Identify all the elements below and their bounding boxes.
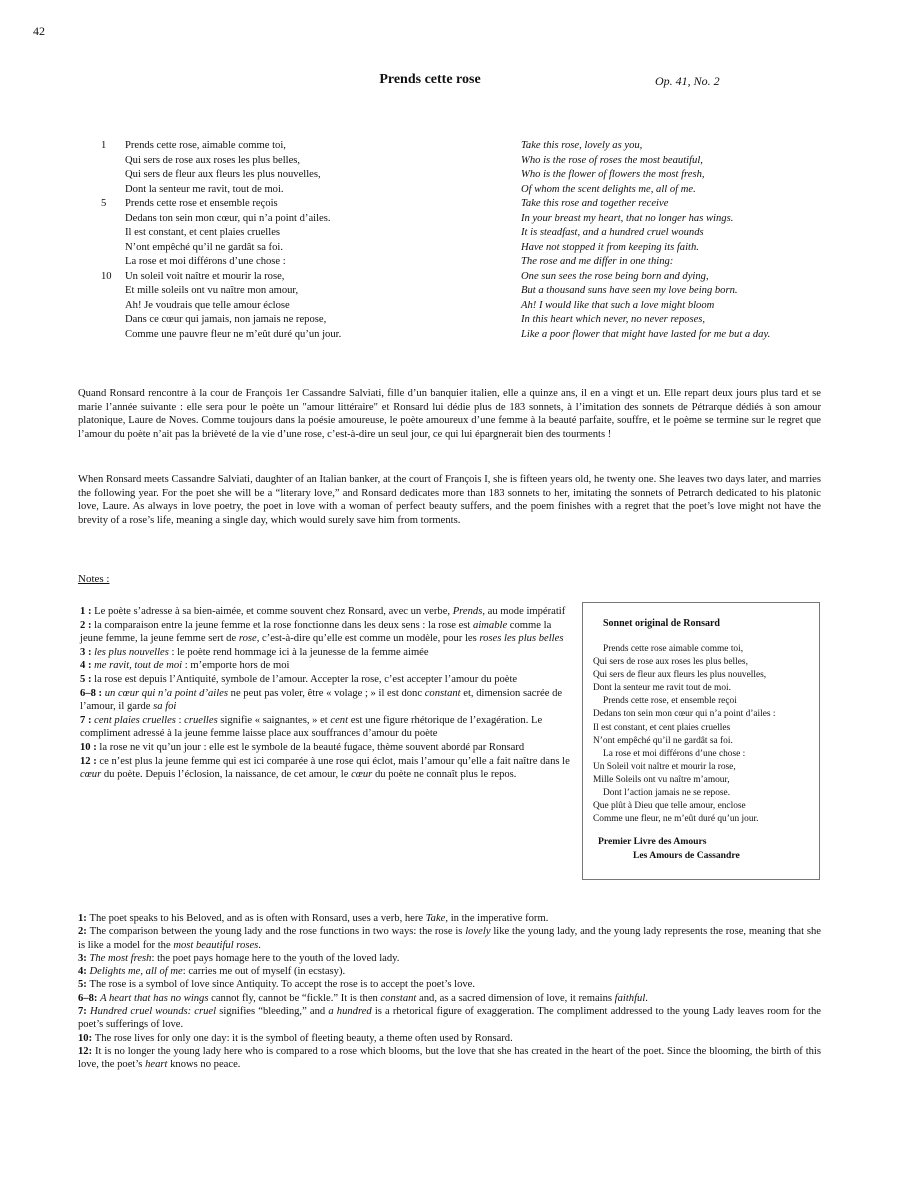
note-item — [78, 965, 821, 978]
note-item — [78, 1045, 821, 1072]
line-text: Il est constant, et cent plaies cruelles — [125, 227, 281, 238]
note-label: 1: — [78, 913, 90, 924]
sonnet-line: Prends cette rose aimable comme toi, — [603, 644, 744, 654]
notes-english — [78, 912, 821, 1072]
note-text: les plus nouvelles : le poète rend hommage ici à la jeunesse de la femme aimée — [94, 646, 429, 658]
translation-line: Have not stopped it from keeping its faith. — [521, 241, 699, 253]
note-label: 3 : — [80, 646, 95, 658]
translation-line: One sun sees the rose being born and dying, — [521, 270, 709, 282]
note-label: 7 : — [80, 714, 95, 726]
note-label: 1 : — [80, 606, 95, 617]
line-text: Un soleil voit naître et mourir la rose, — [125, 270, 285, 282]
original-sonnet — [593, 643, 818, 826]
notes-french — [80, 605, 574, 782]
line-number — [101, 226, 125, 241]
poem-line — [101, 226, 501, 241]
note-text: Delights me, all of me: carries me out of myself (in ecstasy). — [89, 966, 346, 978]
line-number: 1 — [101, 140, 107, 151]
note-label: 10 : — [80, 741, 100, 753]
line-text: Qui sers de rose aux roses les plus belles, — [125, 154, 301, 166]
note-item — [78, 952, 821, 965]
note-text: Le poète s’adresse à sa bien-aimée, et comme souvent chez Ronsard, avec un verbe, Prends, au mode impératif — [94, 606, 566, 617]
line-text: Et mille soleils ont vu naître mon amour, — [125, 285, 299, 296]
note-label: 2: — [78, 926, 90, 938]
poem-line — [101, 328, 501, 343]
sonnet-box-heading: Sonnet original de Ronsard — [603, 618, 720, 629]
line-number: 5 — [101, 198, 107, 209]
note-label: 5 : — [80, 673, 95, 685]
note-text: la rose ne vit qu’un jour : elle est le symbole de la beauté fugace, thème souvent abordé par Ronsard — [99, 741, 525, 753]
sonnet-line: Qui sers de fleur aux fleurs les plus nouvelles, — [593, 670, 767, 681]
sonnet-line: Comme une fleur, ne m’eût duré qu’un jour. — [593, 814, 759, 825]
note-label: 6–8: — [78, 992, 101, 1004]
sonnet-line: Il est constant, et cent plaies cruelles — [593, 722, 731, 733]
sonnet-line: Un Soleil voit naître et mourir la rose, — [593, 761, 736, 772]
poem-line — [101, 241, 501, 256]
note-item — [78, 978, 821, 991]
line-number — [101, 168, 125, 183]
note-text: un cœur qui n’a point d’ailes ne peut pas voler, être « volage ; » il est donc constant et, dimension sacrée de l’amour, il garde sa foi — [80, 687, 563, 713]
note-label: 12: — [78, 1045, 95, 1057]
sonnet-line: Dont l’action jamais ne se repose. — [603, 788, 731, 799]
note-text: The comparison between the young lady and the rose functions in two ways: the rose is lovely like the young lady, and the young lady represents the rose, meaning that she is like a model for the most beautiful roses. — [78, 926, 821, 951]
sonnet-line: Prends cette rose, et ensemble reçoi — [603, 696, 737, 707]
line-number — [101, 284, 125, 299]
poem-line — [101, 183, 501, 198]
translation-line: It is steadfast, and a hundred cruel wounds — [521, 227, 704, 238]
translation-line: Take this rose and together receive — [521, 198, 669, 209]
sonnet-line: Qui sers de rose aux roses les plus belles, — [593, 657, 748, 668]
sonnet-line: Que plût à Dieu que telle amour, enclose — [593, 801, 746, 812]
line-text: La rose et moi différons d’une chose : — [125, 256, 286, 267]
note-text: It is no longer the young lady here who is compared to a rose which blooms, but the love that she has created in the heart of the poet. Since the blooming, the birth of this love, the poet’s heart knows no peace. — [78, 1045, 822, 1071]
poem-line — [101, 154, 501, 169]
note-label: 5: — [78, 979, 90, 991]
note-label: 12 : — [80, 755, 100, 767]
intro-english: When Ronsard meets Cassandre Salviati, daughter of an Italian banker, at the court of François I, she is fifteen years old, he twenty one. She leaves two days later, and marries the following year. For the poet she will be a “literary love,” and Ronsard dedicates more than 183 sonnets to her, imitating the sonnets of Petrarch dedicated to his platonic love, Laure. As always in love poetry, the poet in love with a woman of perfect beauty suffers, and the poem finishes with a regret that the poet’s love might not have the brevity of a rose’s life, meaning a single day, which would surely save him from torments. — [78, 474, 821, 526]
note-item — [80, 714, 574, 741]
note-item — [80, 687, 574, 714]
translation-line: Like a poor flower that might have lasted for me but a day. — [521, 328, 771, 340]
translation-line: In this heart which never, no never reposes, — [521, 314, 706, 325]
translation-line: But a thousand suns have seen my love being born. — [521, 285, 738, 296]
note-item — [80, 741, 574, 755]
note-item — [80, 619, 574, 646]
note-item — [80, 646, 574, 660]
poem-line — [101, 197, 501, 212]
note-text: la comparaison entre la jeune femme et la rose fonctionne dans les deux sens : la rose est aimable comme la jeune femme, la jeune femme sert de rose, c’est-à-dire qu’elle est comme un modèle, pour les roses les plus belles — [80, 619, 564, 645]
line-number: 10 — [101, 270, 112, 282]
page-number: 42 — [33, 24, 45, 38]
line-text: Dont la senteur me ravit, tout de moi. — [125, 183, 284, 195]
poem-line — [101, 139, 501, 154]
note-label: 2 : — [80, 619, 95, 631]
note-text: ce n’est plus la jeune femme qui est ici comparée à une rose qui éclot, mais l’amour qu’elle a fait naître dans le cœur du poète. Depuis l’éclosion, la naissance, de cet amour, le cœur du poète ne connaît plus le repos. — [80, 755, 570, 781]
sonnet-source-book: Premier Livre des Amours — [598, 836, 707, 847]
translation-line: In your breast my heart, that no longer has wings. — [521, 212, 734, 224]
translation-line: Who is the rose of roses the most beautiful, — [521, 154, 703, 166]
line-number — [101, 241, 125, 256]
line-number — [101, 255, 125, 270]
note-item — [80, 755, 574, 782]
intro-french: Quand Ronsard rencontre à la cour de François 1er Cassandre Salviati, fille d’un banquier italien, elle a quinze ans, il en a vingt et un. Elle repart deux jours plus tard et se marie l’année suivante : elle sera pour le poète un "amour littéraire" et Ronsard lui dédie plus de 183 sonnets, à l’imitation des sonnets de Pétrarque dédiés à son amour platonique, Laure de Noves. Comme toujours dans la poésie amoureuse, le poète amoureux d’une femme à la beauté parfaite, souffre, et le poème se termine sur le regret que l’amour du poète n’ait pas la brièveté de la vie d’une rose, c’est-à-dire un seul jour, ce qui lui épargnerait bien des tourments ! — [78, 388, 821, 440]
line-number — [101, 313, 125, 328]
notes-heading: Notes : — [78, 573, 110, 585]
line-number — [101, 183, 125, 198]
note-text: Hundred cruel wounds: cruel signifies “bleeding,” and a hundred is a rhetorical figure of exaggeration. The compliment addressed to the young Lady leaves room for the poet’s sufferings of love. — [78, 1006, 821, 1031]
line-text: Ah! Je voudrais que telle amour éclose — [125, 299, 290, 311]
note-label: 10: — [78, 1032, 95, 1044]
note-label: 4 : — [80, 660, 95, 672]
note-item — [80, 605, 574, 619]
translation-line: Ah! I would like that such a love might bloom — [521, 299, 715, 311]
sonnet-line: La rose et moi différons d’une chose : — [603, 748, 746, 759]
song-title: Prends cette rose — [379, 72, 481, 87]
line-number — [101, 299, 125, 314]
line-text: Prends cette rose et ensemble reçois — [125, 198, 278, 209]
line-number — [101, 154, 125, 169]
french-poem — [101, 139, 501, 342]
note-item — [78, 925, 821, 952]
note-text: The most fresh: the poet pays homage here to the youth of the loved lady. — [89, 952, 400, 964]
line-text: Dans ce cœur qui jamais, non jamais ne repose, — [125, 314, 327, 325]
sonnet-line: Mille Soleils ont vu naître m’amour, — [593, 774, 730, 785]
translation-line: The rose and me differ in one thing: — [521, 256, 674, 267]
note-text: la rose est depuis l’Antiquité, symbole de l’amour. Accepter la rose, c’est accepter l’amour du poète — [94, 673, 518, 685]
poem-line — [101, 270, 501, 285]
sonnet-line: Dedans ton sein mon cœur qui n’a point d’ailes : — [593, 709, 776, 720]
sonnet-line: N’ont empêché qu’il ne gardât sa foi. — [593, 735, 733, 746]
note-text: me ravit, tout de moi : m’emporte hors de moi — [94, 660, 290, 672]
poem-line — [101, 313, 501, 328]
english-translation — [521, 139, 871, 342]
note-text: The rose is a symbol of love since Antiquity. To accept the rose is to accept the poet’s love. — [89, 979, 476, 991]
note-item — [78, 1005, 821, 1032]
note-label: 6–8 : — [80, 687, 105, 699]
line-number — [101, 328, 125, 343]
note-item — [78, 1032, 821, 1045]
line-text: Prends cette rose, aimable comme toi, — [125, 140, 286, 151]
translation-line: Take this rose, lovely as you, — [521, 140, 643, 151]
note-item — [80, 673, 574, 687]
note-label: 4: — [78, 966, 90, 978]
poem-line — [101, 284, 501, 299]
translation-line: Of whom the scent delights me, all of me. — [521, 183, 696, 195]
note-text: The rose lives for only one day: it is the symbol of fleeting beauty, a theme often used by Ronsard. — [94, 1032, 513, 1044]
poem-line — [101, 168, 501, 183]
opus-number: Op. 41, No. 2 — [655, 74, 720, 88]
line-text: Comme une pauvre fleur ne m’eût duré qu’un jour. — [125, 328, 342, 340]
line-number — [101, 212, 125, 227]
note-label: 3: — [78, 952, 90, 964]
note-item — [78, 992, 821, 1005]
line-text: N’ont empêché qu’il ne gardât sa foi. — [125, 241, 283, 253]
sonnet-line: Dont la senteur me ravit tout de moi. — [593, 683, 731, 694]
line-text: Qui sers de fleur aux fleurs les plus nouvelles, — [125, 169, 321, 180]
translation-line: Who is the flower of flowers the most fresh, — [521, 169, 705, 180]
poem-line — [101, 212, 501, 227]
poem-line — [101, 255, 501, 270]
note-text: cent plaies cruelles : cruelles signifie « saignantes, » et cent est une figure rhétorique de l’exagération. Le compliment adressé à la jeune femme laisse place aux souffrances d’amour du poète — [80, 714, 543, 740]
poem-line — [101, 299, 501, 314]
note-item — [78, 912, 821, 925]
sonnet-source-collection: Les Amours de Cassandre — [633, 850, 740, 861]
note-text: A heart that has no wings cannot fly, cannot be “fickle.” It is then constant and, as a sacred dimension of love, it remains faithful. — [100, 992, 648, 1004]
note-label: 7: — [78, 1006, 90, 1018]
line-text: Dedans ton sein mon cœur, qui n’a point d’ailes. — [125, 212, 331, 224]
note-text: The poet speaks to his Beloved, and as is often with Ronsard, uses a verb, here Take, in the imperative form. — [89, 913, 549, 924]
note-item — [80, 659, 574, 673]
